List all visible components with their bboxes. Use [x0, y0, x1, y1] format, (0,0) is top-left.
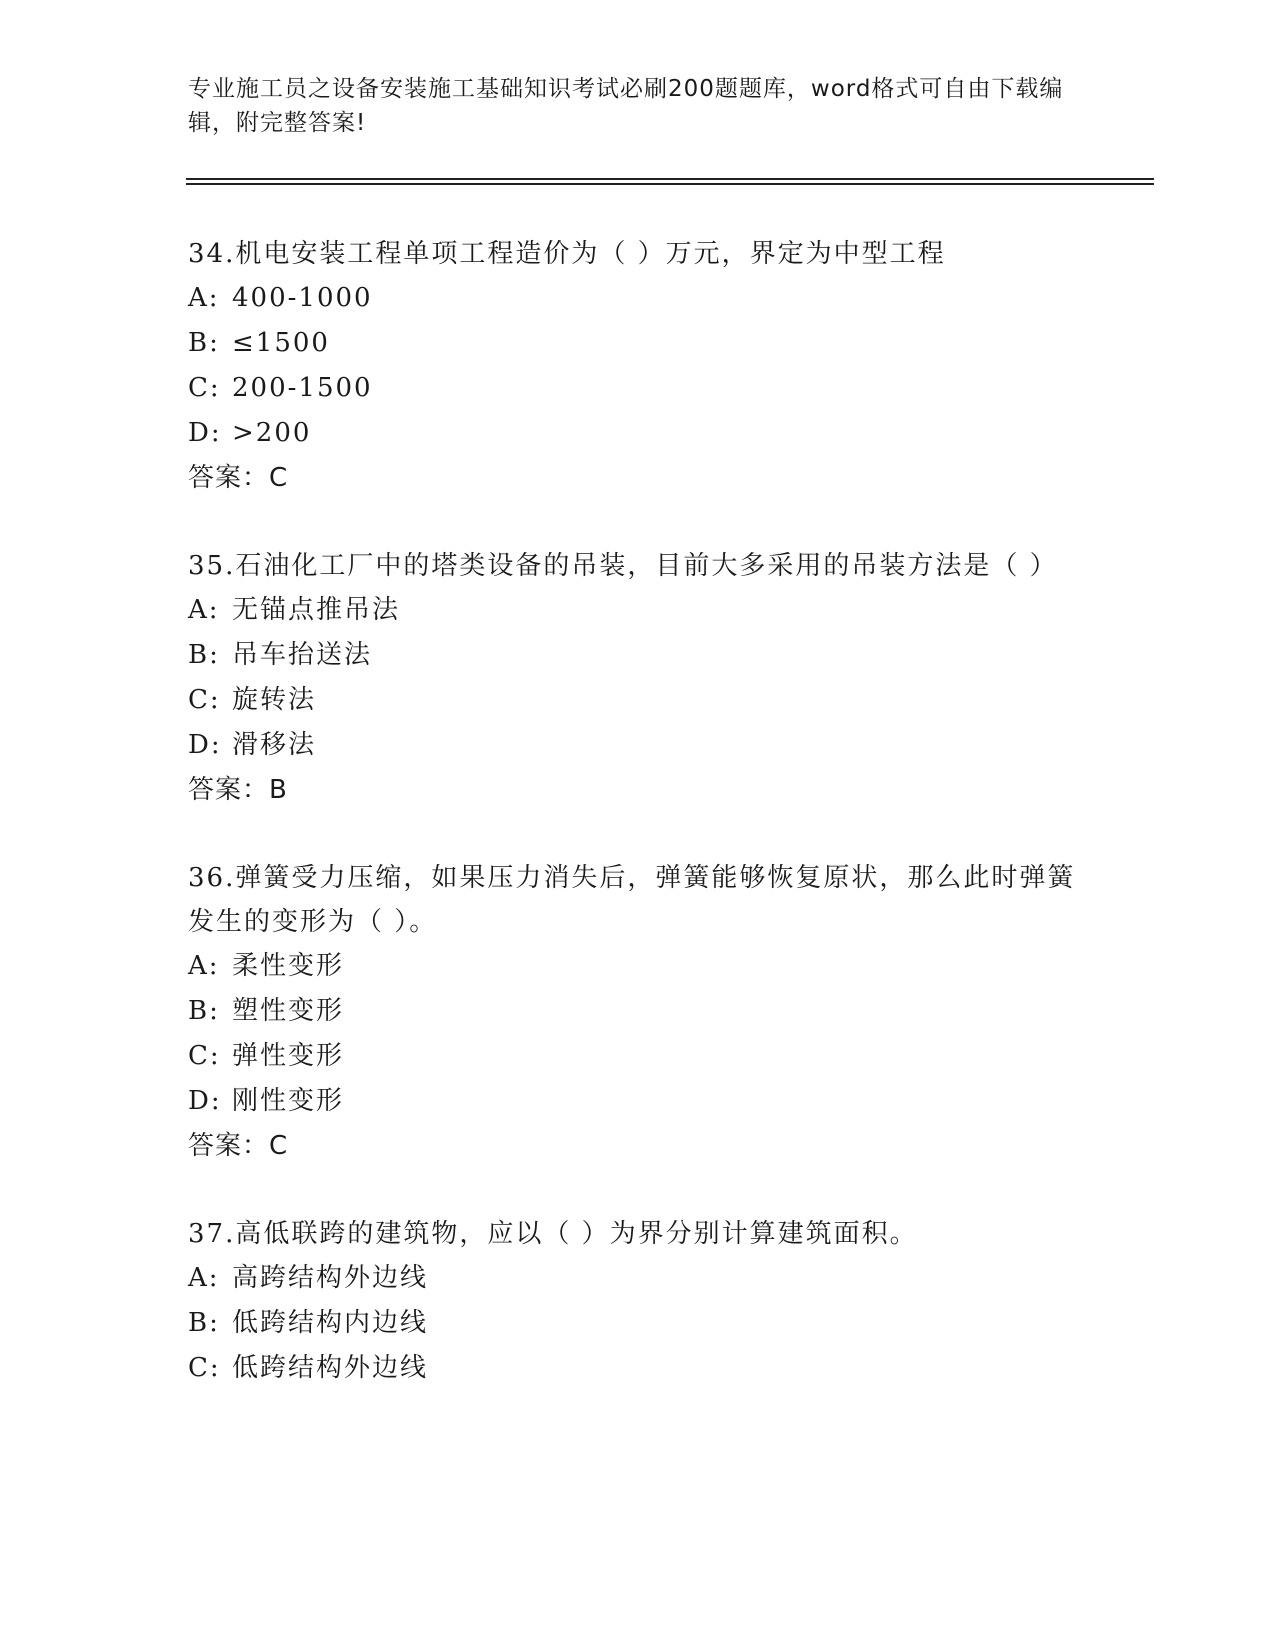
question-text: 36.弹簧受力压缩，如果压力消失后，弹簧能够恢复原状，那么此时弹簧发生的变形为（ ）。 [188, 863, 1076, 937]
option-c [188, 678, 1088, 723]
option-text: 弹性变形 [232, 1041, 345, 1071]
option-letter: A: [188, 951, 220, 981]
option-letter: D: [188, 1086, 222, 1116]
option-letter: C: [188, 1353, 221, 1383]
document-header [188, 72, 1088, 140]
option-b [188, 633, 1088, 678]
option-letter: C: [188, 685, 221, 715]
option-d [188, 411, 1088, 456]
option-text: 旋转法 [232, 685, 317, 715]
option-text: >200 [232, 418, 312, 448]
option-text: 吊车抬送法 [232, 640, 373, 670]
option-a [188, 944, 1088, 989]
header-divider-bottom [186, 183, 1154, 185]
option-text: 无锚点推吊法 [232, 595, 401, 625]
option-b [188, 321, 1088, 366]
option-d [188, 723, 1088, 768]
option-text: 滑移法 [232, 730, 317, 760]
option-text: 刚性变形 [232, 1086, 345, 1116]
option-letter: D: [188, 418, 222, 448]
answer-line: 答案：C [188, 1131, 289, 1161]
option-text: 高跨结构外边线 [232, 1263, 429, 1293]
option-letter: B: [188, 328, 220, 358]
question-35 [188, 544, 1088, 812]
answer-line: 答案：C [188, 463, 289, 493]
question-34 [188, 232, 1088, 500]
option-b [188, 1301, 1088, 1346]
question-36 [188, 856, 1088, 1168]
option-text: 柔性变形 [232, 951, 345, 981]
option-c [188, 1346, 1088, 1391]
option-text: ≤1500 [232, 328, 330, 358]
option-letter: A: [188, 1263, 220, 1293]
option-b [188, 989, 1088, 1034]
option-c [188, 366, 1088, 411]
header-title: 专业施工员之设备安装施工基础知识考试必刷200题题库，word格式可自由下载编辑，附完整答案! [188, 76, 1064, 136]
option-c [188, 1034, 1088, 1079]
option-d [188, 1079, 1088, 1124]
option-letter: A: [188, 595, 220, 625]
answer-line: 答案：B [188, 775, 288, 805]
option-text: 低跨结构内边线 [232, 1308, 429, 1338]
option-text: 低跨结构外边线 [232, 1353, 429, 1383]
question-text: 37.高低联跨的建筑物，应以（ ）为界分别计算建筑面积。 [188, 1219, 918, 1249]
option-text: 200-1500 [232, 373, 373, 403]
option-text: 塑性变形 [232, 996, 345, 1026]
question-37 [188, 1212, 1088, 1391]
header-divider-top [186, 178, 1154, 180]
option-letter: D: [188, 730, 222, 760]
option-a [188, 588, 1088, 633]
question-text: 35.石油化工厂中的塔类设备的吊装，目前大多采用的吊装方法是（ ） [188, 551, 1058, 581]
option-text: 400-1000 [232, 283, 373, 313]
option-letter: B: [188, 1308, 220, 1338]
option-letter: A: [188, 283, 220, 313]
option-letter: C: [188, 1041, 221, 1071]
option-a [188, 1256, 1088, 1301]
option-a [188, 276, 1088, 321]
option-letter: B: [188, 996, 220, 1026]
option-letter: B: [188, 640, 220, 670]
question-list [188, 232, 1088, 1435]
question-text: 34.机电安装工程单项工程造价为（ ）万元，界定为中型工程 [188, 239, 946, 269]
option-letter: C: [188, 373, 221, 403]
